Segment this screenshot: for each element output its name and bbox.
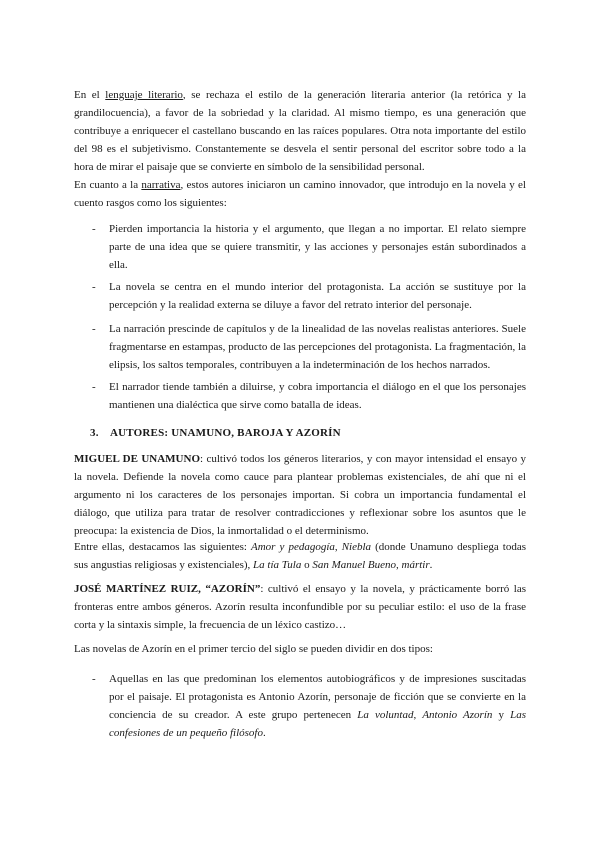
text-run: . — [429, 559, 433, 571]
list-dash: - — [92, 381, 96, 393]
underlined-term: narrativa — [141, 179, 181, 191]
paragraph-unamuno — [74, 450, 526, 540]
list-item-text: El narrador tiende también a diluirse, y cobra importancia el diálogo en el que los personajes mantienen una dialéctica que sirve como batalla de ideas. — [109, 381, 526, 411]
paragraph-azorin-types — [74, 640, 526, 658]
list-item-text: La novela se centra en el mundo interior del protagonista. La acción se sustituye por la percepción y la realidad externa se diluye a favor del retrato interior del personaje. — [109, 281, 526, 311]
paragraph-narrative — [74, 176, 526, 212]
section-heading — [90, 424, 341, 442]
list-dash: - — [92, 673, 96, 685]
work-title: La voluntad — [357, 709, 414, 721]
section-number: 3. — [90, 427, 99, 439]
text-run: : cultivó el ensayo y la novela, y prácticamente borró las fronteras entre ambos géneros. Azorín resulta inconfundible por su peculiar estilo: el uso de la frase corta y la sintaxis simple, la frecuencia de un léxico castizo… — [74, 583, 527, 631]
list-item — [92, 670, 526, 742]
list-item — [92, 278, 526, 314]
text-run: En el — [74, 89, 106, 101]
list-item — [92, 378, 526, 414]
text-run: y — [492, 709, 511, 721]
text-run: En cuanto a la — [74, 179, 142, 191]
work-title: Amor y pedagogía — [251, 541, 335, 553]
work-title: La tía Tula — [253, 559, 302, 571]
author-name: JOSÉ MARTÍNEZ RUIZ, “AZORÍN” — [74, 583, 261, 595]
work-title: San Manuel Bueno, mártir — [312, 559, 430, 571]
list-item — [92, 320, 526, 374]
text-run: Entre ellas, destacamos las siguientes: — [74, 541, 252, 553]
list-dash: - — [92, 223, 96, 235]
text-run: , estos autores iniciaron un camino innovador, que introdujo en la novela y el cuento rasgos como los siguientes: — [74, 179, 526, 209]
underlined-term: lenguaje literario — [105, 89, 183, 101]
text-run: , — [413, 709, 423, 721]
section-title: AUTORES: UNAMUNO, BAROJA Y AZORÍN — [110, 427, 341, 439]
text-run: . — [262, 727, 266, 739]
list-item-text: La narración prescinde de capítulos y de la linealidad de las novelas realistas anteriores. Suele fragmentarse en estampas, producto de las percepciones del protagonista. La fragmentación, la elipsis, los saltos temporales, contribuyen a la indeterminación de los hechos narrados. — [109, 323, 526, 371]
text-run: (donde Unamuno despliega todas sus angustias religiosas y existenciales), — [74, 541, 526, 571]
list-dash: - — [92, 323, 96, 335]
work-title: Niebla — [341, 541, 372, 553]
paragraph-literary-language — [74, 86, 526, 176]
work-title: Antonio Azorín — [422, 709, 493, 721]
work-title: Las confesiones de un pequeño filósofo — [109, 709, 526, 739]
text-run: Aquellas en las que predominan los elementos autobiográficos y de impresiones suscitadas por el paisaje. El protagonista es Antonio Azorín, personaje de ficción que se convierte en la conciencia de su creador. A este grupo pertenecen — [109, 673, 526, 721]
text-run: , — [334, 541, 342, 553]
text-run: Las novelas de Azorín en el primer tercio del siglo se pueden dividir en dos tipos: — [74, 643, 433, 655]
list-dash: - — [92, 281, 96, 293]
list-item-text: Pierden importancia la historia y el argumento, que llegan a no importar. El relato siempre parte de una idea que se quiere transmitir, y las acciones y personajes están subordinados a ella. — [109, 223, 526, 271]
text-run: , se rechaza el estilo de la generación literaria anterior (la retórica y la grandilocuencia), a favor de la sobriedad y la claridad. Al mismo tiempo, es una generación que contribuye a enriquecer el castellano buscando en las raíces populares. Otra nota importante del estilo del 98 es el subjetivismo. Constantemente se desvela el sentir personal del escritor sobre todo a la hora de mirar el paisaje que se convierte en símbolo de la sensibilidad personal. — [74, 89, 526, 173]
text-run: o — [301, 559, 313, 571]
paragraph-azorin — [74, 580, 526, 634]
paragraph-unamuno-works — [74, 538, 526, 574]
author-name: MIGUEL DE UNAMUNO — [74, 453, 200, 465]
list-item — [92, 220, 526, 274]
list-item-text — [109, 670, 526, 742]
text-run: : cultivó todos los géneros literarios, y con mayor intensidad el ensayo y la novela. Defiende la novela como cauce para plantear problemas existenciales, de ahí que ni el argumento ni los caracteres de los personajes importan. Si cobra un importancia fundamental el diálogo, que utiliza para tratar de resolver contradicciones y reflexionar sobre los asuntos que le preocupa: la existencia de Dios, la inmortalidad o el determinismo. — [74, 453, 526, 537]
